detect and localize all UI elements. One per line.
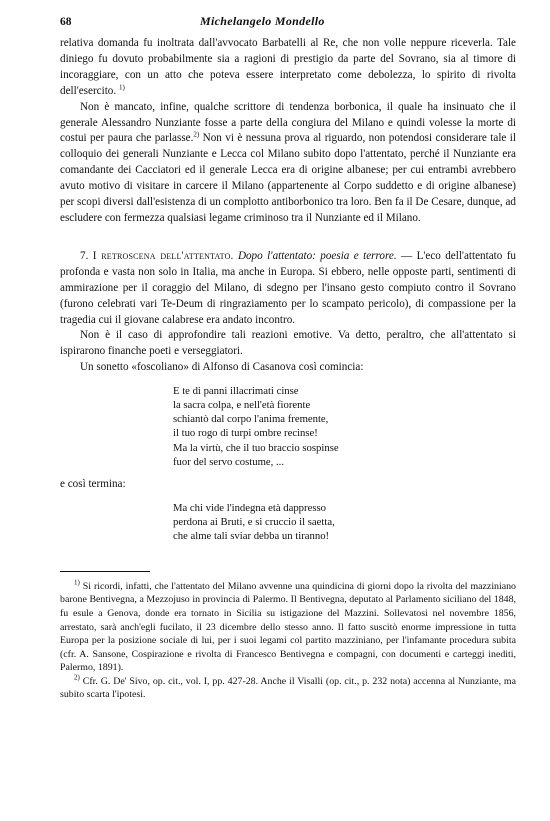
verse-line: schiantò dal corpo l'anima fremente, (173, 413, 329, 426)
section-heading-paragraph: 7. I retroscena dell'attentato. Dopo l'attentato: poesia e terrore. — L'eco dell'attentato fu profonda e vasta non solo in Italia, ma anche in Europa. Si ebbero, nelle opposte parti, sentimenti di ammirazione per il coraggio del Milano, di sdegno per l'insano gesto compiuto contro il Sovrano (furono celebrati vari Te-Deum di ringraziamento per lo scampato pericolo), di compassione per la tragedia cui il giovane calabrese era andato incontro. (60, 249, 516, 326)
section-subtitle: Dopo l'attentato: poesia e terrore. (237, 249, 397, 262)
section-title: I retroscena dell'attentato. (92, 249, 234, 262)
running-title: Michelangelo Mondello (200, 14, 325, 28)
footnote-rule (60, 571, 150, 572)
paragraph-2: Non è mancato, infine, qualche scrittore di tendenza borbonica, il quale ha insinuato che il generale Alessandro Nunziante fosse a parte della congiura del Milano e quindi volesse la morte di costui per paura che parlasse.$^{2)}$ Non vi è nessuna prova al riguardo, non potendosi considerare tale il colloquio dei generali Nunziante e Lecca col Milano subito dopo l'attentato, perché il Nunziante era comandante dei Cacciatori ed il generale Lecca era di origine albanese; per cui entrambi avrebbero avuto motivo di visitare in carcere il Milano (appartenente al Corpo suddetto e di origine albanese) per scopi diversi dall'esistenza di un complotto antiborbonico tra loro. Ben fa il De Cesare, dunque, ad escludere con fermezza qualsiasi legame criminoso tra il Nunziante ed il Milano. (60, 100, 516, 224)
paragraph-4: Non è il caso di approfondire tali reazioni emotive. Va detto, peraltro, che all'attentato si ispirarono finanche poeti e verseggiatori. (60, 329, 516, 358)
footnotes (60, 580, 516, 702)
verse-line: E te di panni illacrimati cinse (173, 385, 299, 398)
verse-line: Ma la virtù, che il tuo braccio sospinse (173, 441, 339, 454)
verse-line: fuor del servo costume, ... (173, 455, 285, 468)
verse-line: il tuo rogo di turpi ombre recinse! (173, 427, 318, 440)
paragraph-1: relativa domanda fu inoltrata dall'avvocato Barbatelli al Re, che non volle neppure riceverla. Tale diniego fu dovuto probabilmente sia a ragioni di prestigio da parte del Sovrano, sia al timore di incoraggiare, con un atto che poteva essere interpretato come debolezza, lo spirito di rivolta dell'esercito. $^{1)}$ (60, 37, 516, 97)
section-number: 7. (80, 249, 89, 262)
running-header (60, 14, 516, 36)
footnote-mark-2: 2) (74, 673, 80, 682)
verse-line: perdona ai Bruti, e si cruccio il saetta, (173, 515, 335, 528)
footnote-ref-1: 1) (118, 83, 125, 91)
paragraph-5: Un sonetto «foscoliano» di Alfonso di Casanova così comincia: (80, 361, 364, 374)
footnote-mark-1: 1) (74, 578, 80, 587)
footnote-1: $^{1)}$ Si ricordi, infatti, che l'attentato del Milano avvenne una quindicina di giorni dopo la rivolta del mazziniano barone Bentivegna, a Mezzojuso in provincia di Palermo. Il Bentivegna, deputato al Parlamento siciliano del 1848, fu esule a Genova, donde era tornato in Sicilia su istigazione del Mazzini. Sollevatosi nel novembre 1856, arrestato, sarà anch'egli fucilato, il 23 dicembre dello stesso anno. Il fatto suscitò enorme impressione in tutta Europa per la posizione sociale di lui, per i suoi legami col partito mazziniano, per l'infamante procedura subita (cfr. A. Sansone, Cospirazione e rivolta di Francesco Bentivegna e compagni, con documenti e carteggi inediti, Palermo, 1891). (60, 578, 516, 674)
verse-line: Ma chi vide l'indegna età dappresso (173, 501, 326, 514)
footnote-ref-2: 2) (193, 130, 200, 139)
verse-line: la sacra colpa, e nell'età fiorente (173, 399, 311, 412)
verse-line: che alme tali sviar debba un tiranno! (173, 529, 330, 542)
sonnet-ending (173, 501, 516, 543)
page-number: 68 (60, 16, 72, 28)
footnote-2: $^{2)}$ Cfr. G. De' Sivo, op. cit., vol. I, pp. 427-28. Anche il Visalli (op. cit., p. 232 nota) accenna al Nunziante, ma subito scarta l'ipotesi. (60, 673, 516, 701)
paragraph-6: e così termina: (60, 477, 126, 490)
sonnet-opening (173, 384, 516, 469)
main-text (60, 36, 516, 543)
